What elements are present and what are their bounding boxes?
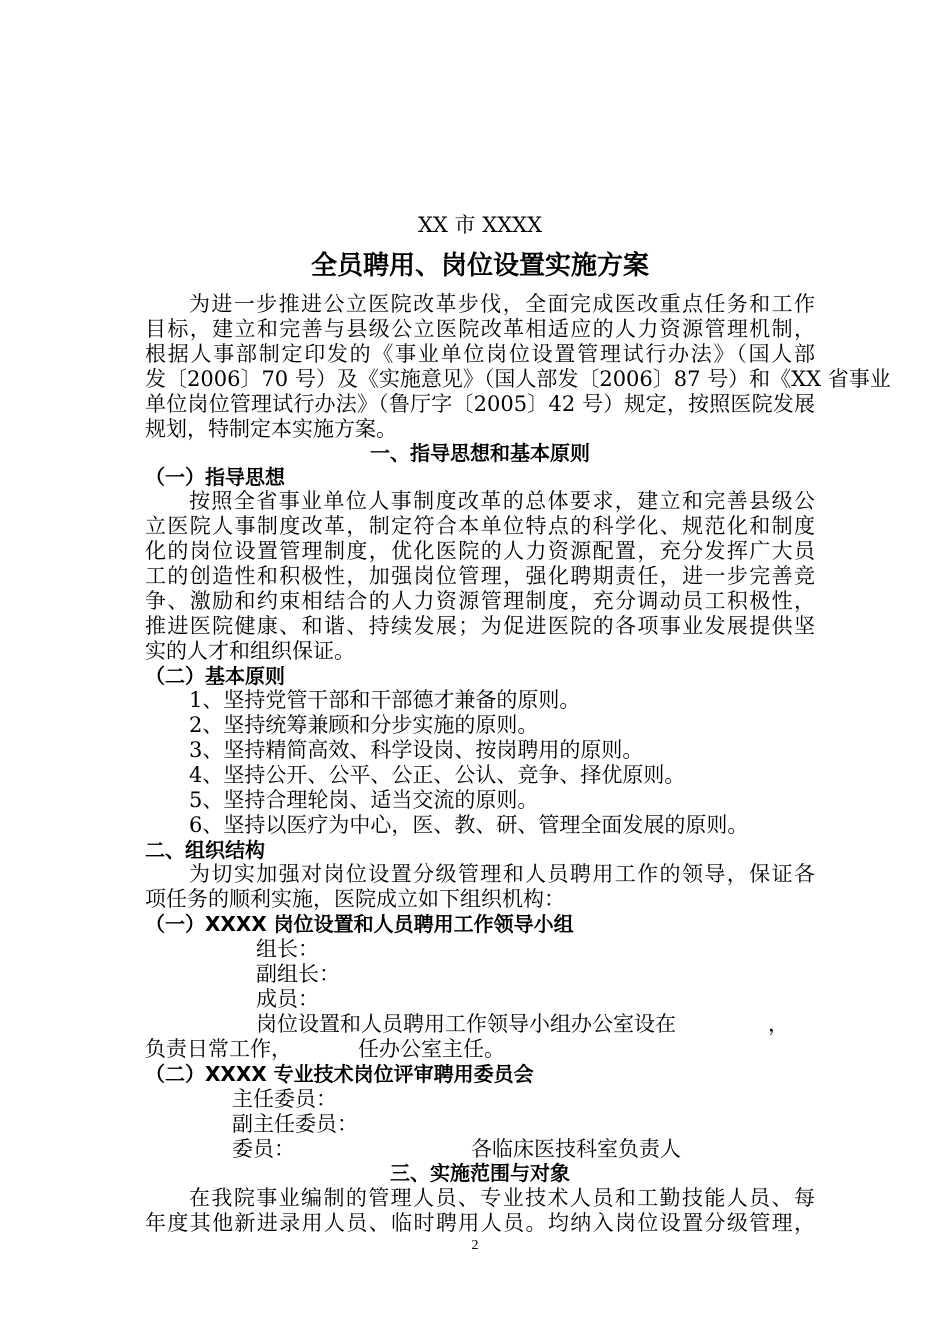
group2-members-value: 各临床医技科室负责人 bbox=[471, 1137, 681, 1161]
section1-sub1-line-5: 争、激励和约束相结合的人力资源管理制度，充分调动员工积极性， bbox=[145, 589, 815, 613]
group1-office-comma: ， bbox=[768, 1012, 789, 1036]
intro-line-2: 目标，建立和完善与县级公立医院改革相适应的人力资源管理机制， bbox=[145, 317, 815, 341]
page-number: 2 bbox=[471, 1238, 479, 1253]
section3-line-2: 年度其他新进录用人员、临时聘用人员。均纳入岗位设置分级管理， bbox=[145, 1211, 815, 1235]
section1-sub1-line-2: 立医院人事制度改革，制定符合本单位特点的科学化、规范化和制度 bbox=[145, 514, 815, 538]
org-name: XX 市 XXXX bbox=[417, 213, 543, 237]
section3-heading: 三、实施范围与对象 bbox=[390, 1161, 570, 1185]
intro-line-3: 根据人事部制定印发的《事业单位岗位设置管理试行办法》（国人部 bbox=[145, 342, 815, 366]
section1-sub1-heading: （一）指导思想 bbox=[145, 465, 285, 489]
principle-item-5: 5、坚持合理轮岗、适当交流的原则。 bbox=[189, 788, 539, 812]
principle-item-3: 3、坚持精简高效、科学设岗、按岗聘用的原则。 bbox=[189, 738, 644, 762]
section1-sub1-line-4: 工的创造性和积极性，加强岗位管理，强化聘期责任，进一步完善竞 bbox=[145, 564, 815, 588]
intro-line-4: 发〔2006〕70 号）及《实施意见》（国人部发〔2006〕87 号）和《XX 省事业 bbox=[145, 367, 891, 391]
group1-office-line-1 bbox=[256, 1012, 816, 1037]
group1-office-duty: 负责日常工作， bbox=[145, 1037, 292, 1061]
section1-sub2-heading: （二）基本原则 bbox=[145, 664, 285, 688]
intro-line-5: 单位岗位管理试行办法》（鲁厅字〔2005〕42 号）规定，按照医院发展 bbox=[145, 392, 815, 416]
group1-deputy-label: 副组长： bbox=[256, 962, 340, 986]
section1-sub1-line-1: 按照全省事业单位人事制度改革的总体要求，建立和完善县级公 bbox=[189, 489, 815, 513]
section1-sub1-line-3: 化的岗位设置管理制度，优化医院的人力资源配置，充分发挥广大员 bbox=[145, 539, 815, 563]
section1-sub1-line-7: 实的人才和组织保证。 bbox=[145, 639, 355, 663]
section2-heading: 二、组织结构 bbox=[145, 838, 265, 862]
group2-members-line bbox=[232, 1137, 816, 1162]
section2-line-2: 项任务的顺利实施，医院成立如下组织机构： bbox=[145, 887, 565, 911]
principle-item-2: 2、坚持统筹兼顾和分步实施的原则。 bbox=[189, 713, 539, 737]
principle-item-1: 1、坚持党管干部和干部德才兼备的原则。 bbox=[189, 688, 581, 712]
intro-line-1: 为进一步推进公立医院改革步伐，全面完成医改重点任务和工作 bbox=[189, 292, 815, 316]
group2-heading: （二）XXXX 专业技术岗位评审聘用委员会 bbox=[145, 1062, 534, 1086]
section3-line-1: 在我院事业编制的管理人员、专业技术人员和工勤技能人员、每 bbox=[189, 1186, 815, 1210]
group1-office-text: 岗位设置和人员聘用工作领导小组办公室设在 bbox=[256, 1012, 676, 1036]
section1-heading: 一、指导思想和基本原则 bbox=[370, 441, 590, 465]
group1-heading: （一）XXXX 岗位设置和人员聘用工作领导小组 bbox=[145, 912, 574, 936]
group1-office-director: 任办公室主任。 bbox=[358, 1037, 505, 1061]
principle-item-6: 6、坚持以医疗为中心，医、教、研、管理全面发展的原则。 bbox=[189, 813, 749, 837]
document-title: 全员聘用、岗位设置实施方案 bbox=[310, 251, 649, 281]
section2-line-1: 为切实加强对岗位设置分级管理和人员聘用工作的领导，保证各 bbox=[189, 862, 815, 886]
intro-line-6: 规划，特制定本实施方案。 bbox=[145, 417, 397, 441]
group2-members-label: 委员： bbox=[232, 1137, 295, 1161]
group1-members-label: 成员： bbox=[256, 987, 319, 1011]
group1-leader-label: 组长： bbox=[256, 937, 319, 961]
group2-chair-label: 主任委员： bbox=[232, 1087, 337, 1111]
section1-sub1-line-6: 推进医院健康、和谐、持续发展；为促进医院的各项事业发展提供坚 bbox=[145, 614, 815, 638]
principle-item-4: 4、坚持公开、公平、公正、公认、竞争、择优原则。 bbox=[189, 763, 686, 787]
group1-office-line-2 bbox=[145, 1037, 815, 1062]
group2-vice-chair-label: 副主任委员： bbox=[232, 1112, 358, 1136]
